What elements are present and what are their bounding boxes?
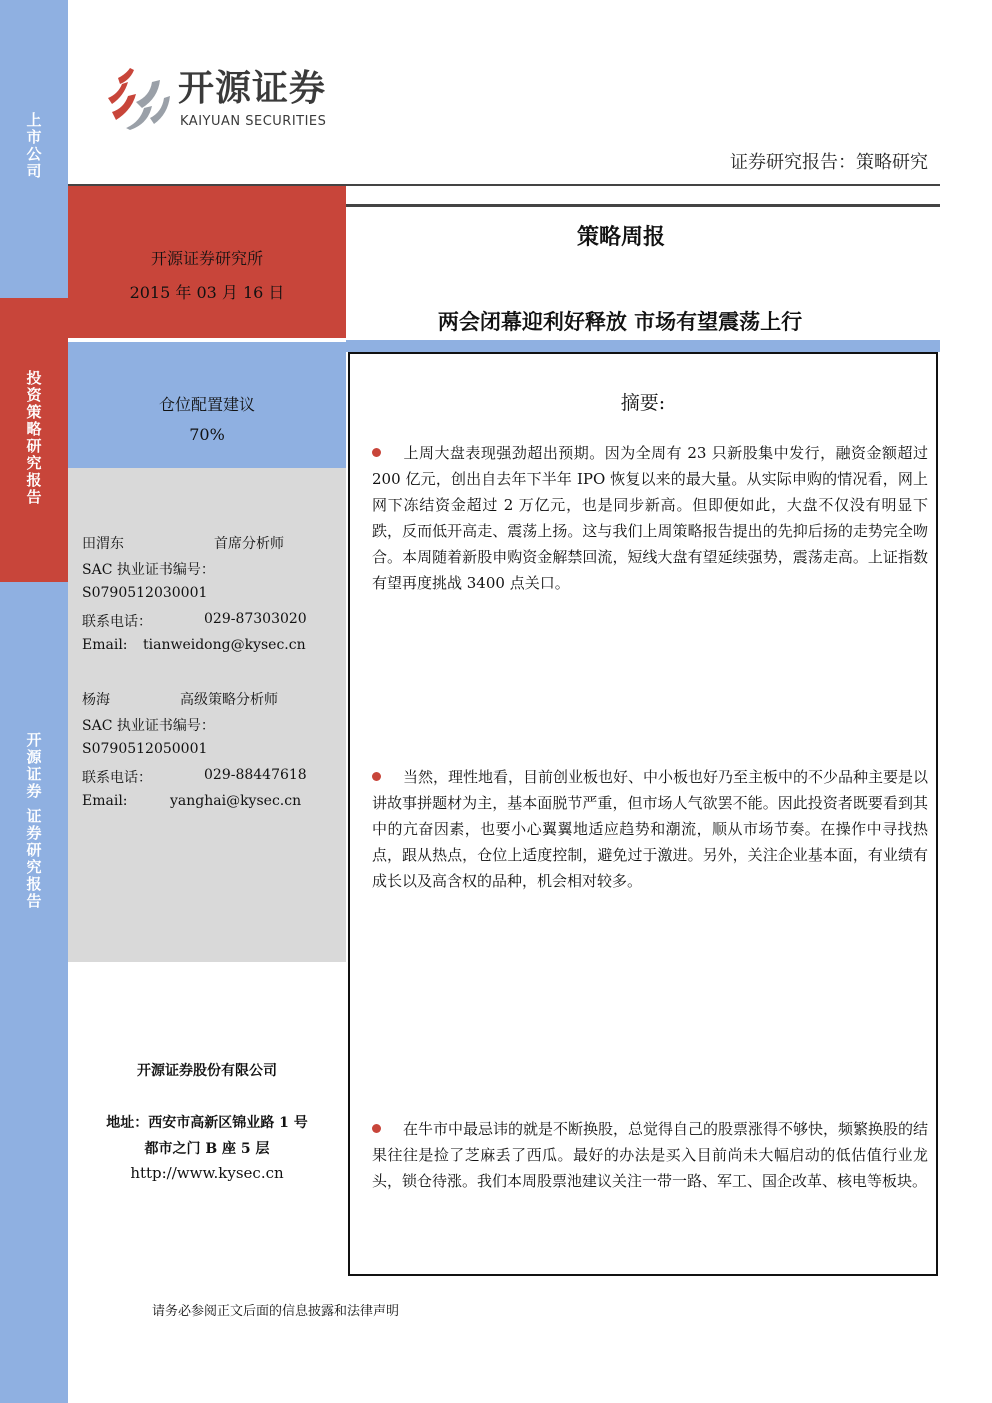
side-label-bottom: 开 源 证 券 证 券 研 究 报 告 [26,731,42,910]
analyst-email: tianweidong@kysec.cn [143,637,306,653]
analyst-phone-label: 联系电话： [82,614,152,630]
report-type: 证券研究报告：策略研究 [730,152,928,173]
summary-heading: 摘要: [620,392,666,414]
analyst-name: 杨海 [82,692,110,708]
kaiyuan-logo-icon [106,68,170,130]
summary-paragraph [372,1116,928,1194]
side-label-middle: 投 资 策 略 研 究 报 告 [26,369,42,506]
title-divider [346,204,940,207]
company-website[interactable]: http://www.kysec.cn [130,1164,284,1182]
analyst-email-label: Email: [82,637,128,653]
analyst-phone: 029-87303020 [204,611,307,627]
summary-paragraph-text: 在牛市中最忌讳的就是不断换股，总觉得自己的股票涨得不够快，频繁换股的结果往往是捡了芝麻丢了西瓜。最好的办法是买入目前尚未大幅启动的低估值行业龙头，锁仓待涨。我们本周股票池建议关注一带一路、军工、国企改革、核电等板块。 [372,1120,929,1190]
logo-name-en: KAIYUAN SECURITIES [180,114,327,129]
company-address-line2: 都市之门 B 座 5 层 [144,1141,270,1157]
summary-paragraph [372,764,928,894]
summary-paragraph-text: 当然，理性地看，目前创业板也好、中小板也好乃至主板中的不少品种主要是以讲故事拼题材为主，基本面脱节严重，但市场人气欲罢不能。因此投资者既要看到其中的亢奋因素，也要小心翼翼地适应趋势和潮流，顺从市场节奏。在操作中寻找热点，跟从热点，仓位上适度控制，避免过于激进。另外，关注企业基本面，有业绩有成长以及高含权的品种，机会相对较多。 [372,768,929,890]
analyst-email: yanghai@kysec.cn [170,793,302,809]
bullet-icon [372,448,381,457]
side-strip-bottom [0,582,68,1403]
summary-paragraph [372,440,928,596]
side-label-top: 上 市 公 司 [26,111,42,180]
summary-paragraph-text: 上周大盘表现强劲超出预期。因为全周有 23 只新股集中发行，融资金额超过 200 亿元，创出自去年下半年 IPO 恢复以来的最大量。从实际申购的情况看，网上网下冻结资金超过 2 万亿元，也是同步新高。但即便如此，大盘不仅没有明显下跌，反而低开高走、震荡上扬。这与我们上周策略报告提出的先抑后扬的走势完全吻合。本周随着新股申购资金解禁回流，短线大盘有望延续强势，震荡走高。上证指数有望再度挑战 3400 点关口。 [372,444,928,592]
institute-name: 开源证券研究所 [150,249,263,268]
report-subtitle: 两会闭幕迎利好释放 市场有望震荡上行 [437,309,803,334]
analyst-phone-label: 联系电话： [82,770,152,786]
report-title: 策略周报 [576,224,665,250]
position-label: 仓位配置建议 [158,395,255,414]
analyst-name: 田渭东 [82,536,124,552]
position-value: 70% [189,425,225,444]
analyst-email-label: Email: [82,793,128,809]
bullet-icon [372,1124,381,1133]
analyst-cert-number: S0790512030001 [82,585,208,601]
analyst-cert-label: SAC 执业证书编号： [82,562,215,578]
analyst-role: 首席分析师 [214,536,284,552]
analyst-cert-label: SAC 执业证书编号： [82,718,215,734]
logo-name-cn: 开源证券 [178,68,327,109]
title-band [346,340,940,352]
company-name: 开源证券股份有限公司 [137,1063,277,1079]
report-date: 2015 年 03 月 16 日 [129,283,285,302]
analyst-role: 高级策略分析师 [180,692,278,708]
company-address-line1: 地址：西安市高新区锦业路 1 号 [106,1115,308,1131]
analyst-cert-number: S0790512050001 [82,741,208,757]
disclaimer-note: 请务必参阅正文后面的信息披露和法律声明 [152,1304,400,1319]
analyst-phone: 029-88447618 [204,767,307,783]
bullet-icon [372,772,381,781]
